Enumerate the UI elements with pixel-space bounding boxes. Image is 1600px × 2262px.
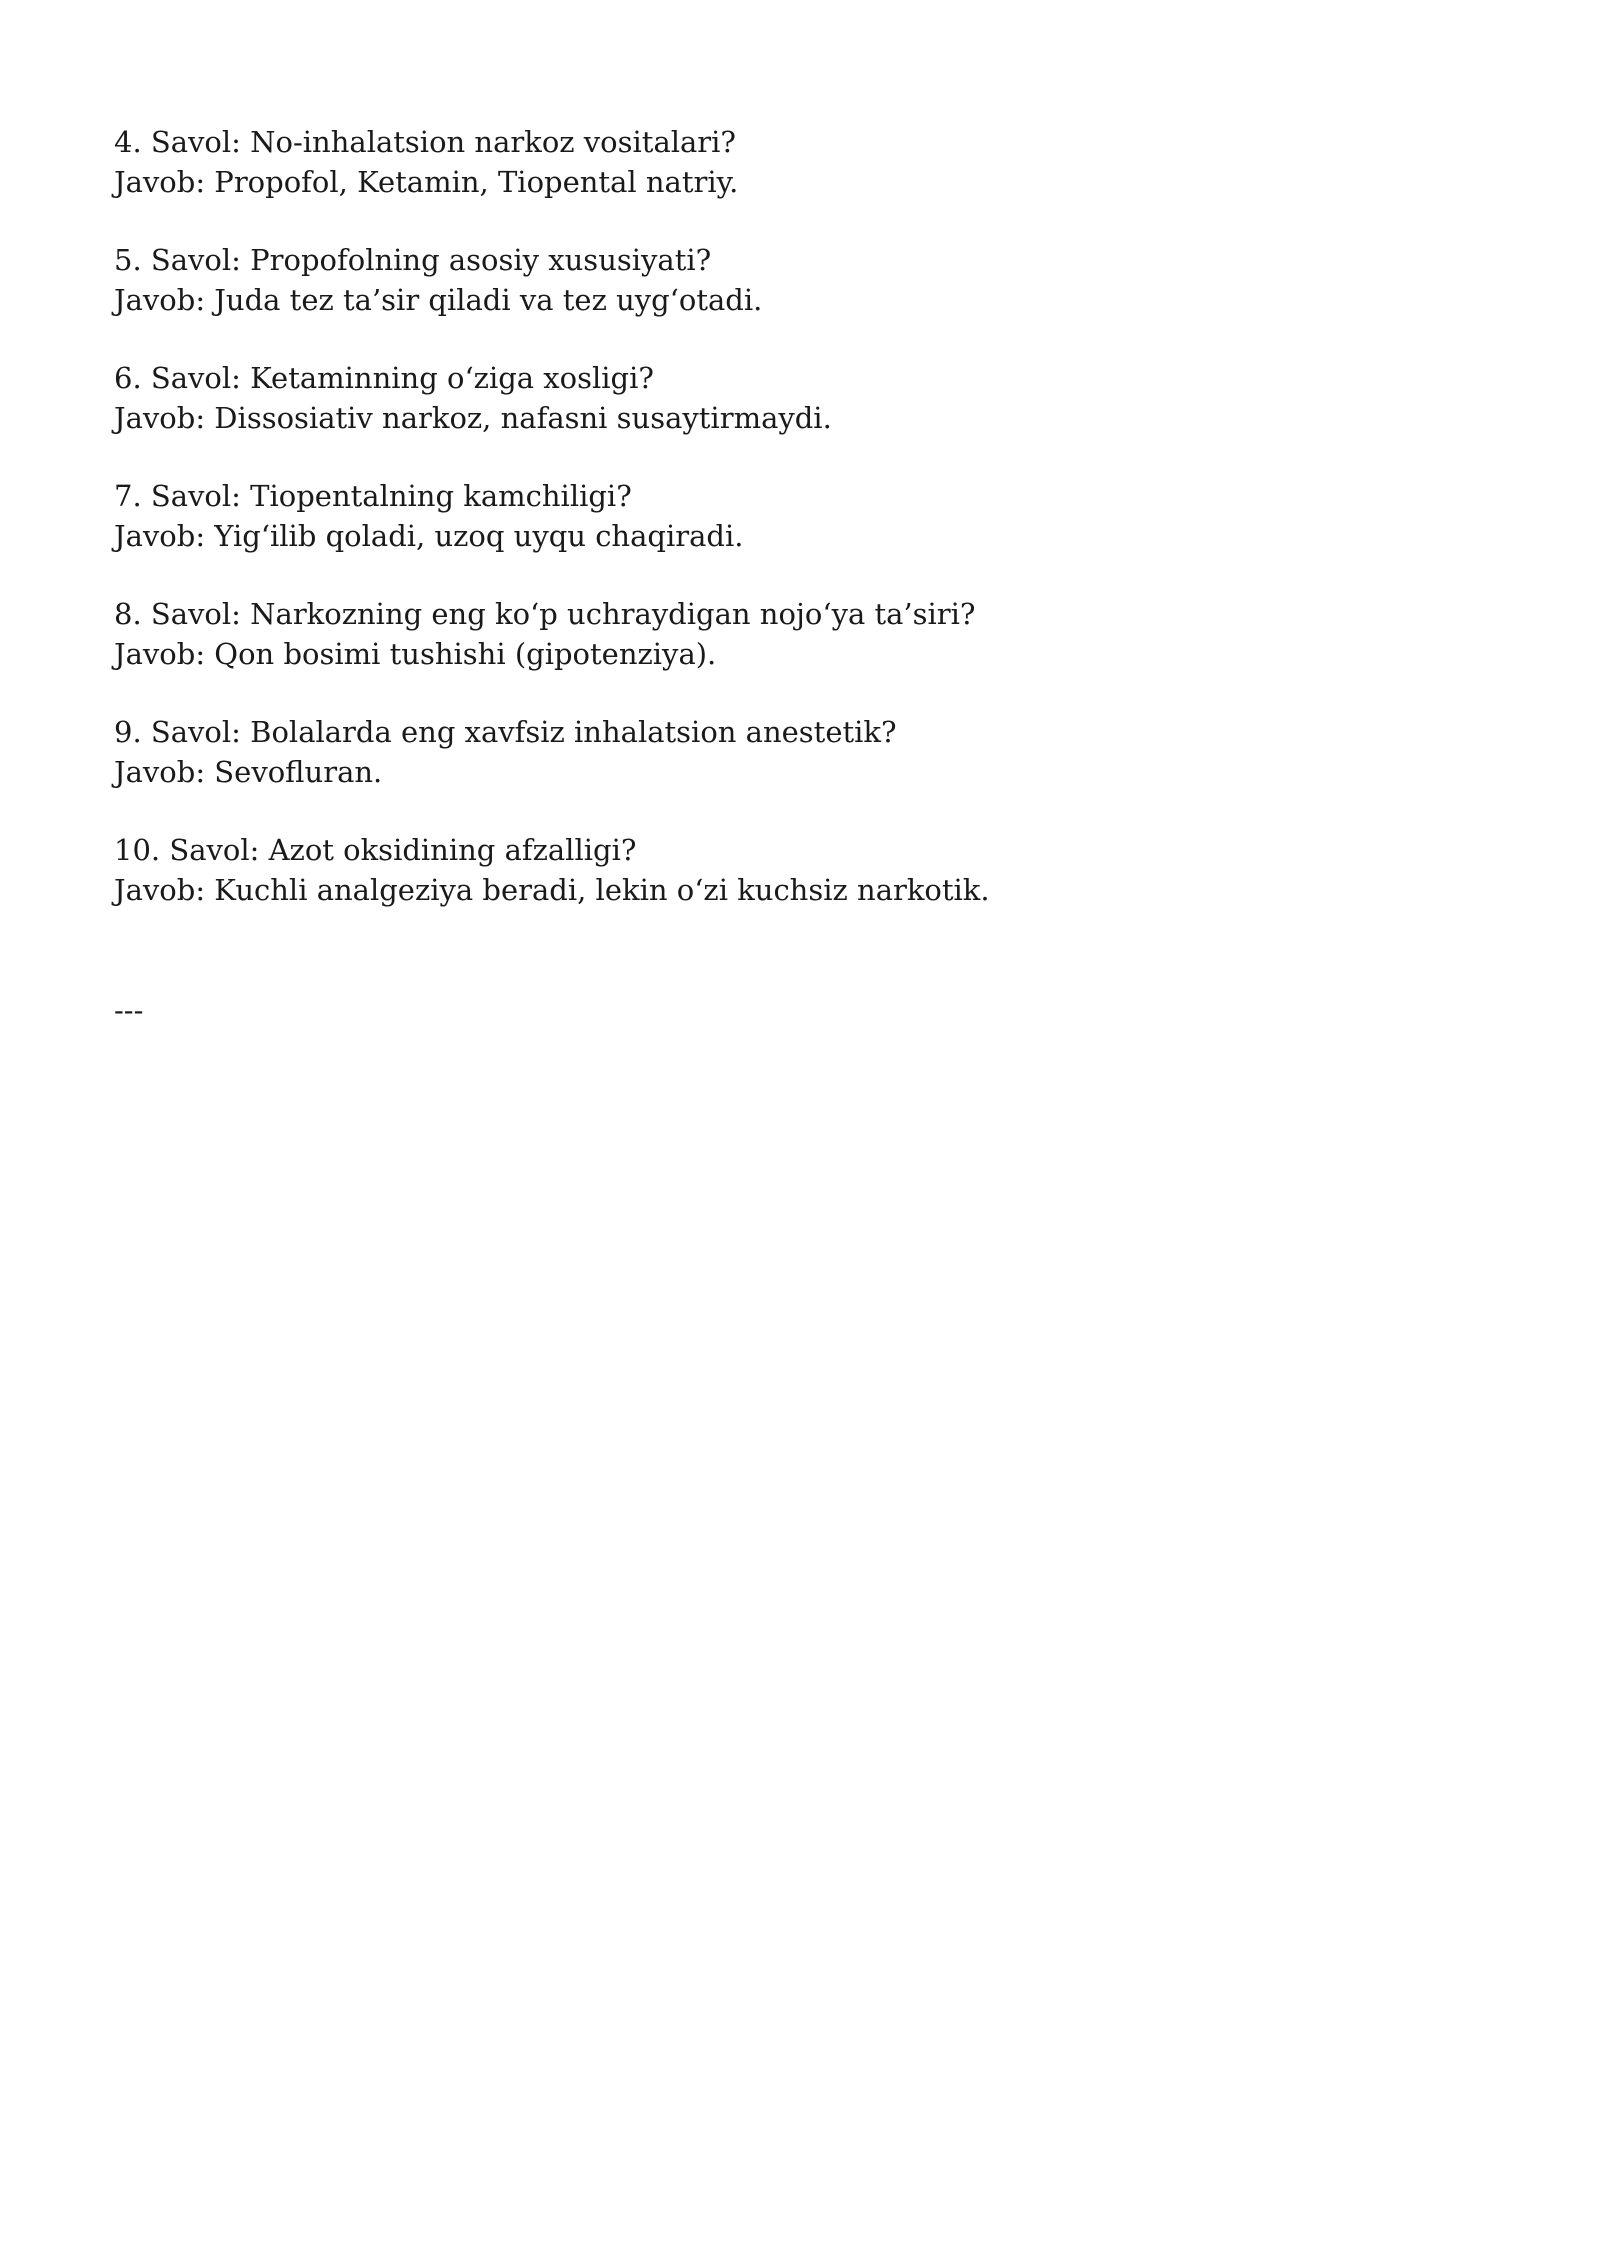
question-text: 6. Savol: Ketaminning oʻziga xosligi? [114, 361, 654, 395]
section-separator: --- [114, 993, 144, 1027]
answer-text: Javob: Qon bosimi tushishi (gipotenziya). [114, 637, 717, 671]
document-content [114, 122, 1414, 1030]
question-text: 7. Savol: Tiopentalning kamchiligi? [114, 479, 632, 513]
answer-text: Javob: Sevofluran. [114, 755, 383, 789]
question-text: 9. Savol: Bolalarda eng xavfsiz inhalatsion anestetik? [114, 715, 897, 749]
answer-text: Javob: Propofol, Ketamin, Tiopental natriy. [114, 165, 739, 199]
question-text: 4. Savol: No-inhalatsion narkoz vositalari? [114, 125, 736, 159]
qa-item-4 [114, 122, 1414, 202]
answer-text: Javob: Dissosiativ narkoz, nafasni susaytirmaydi. [114, 401, 832, 435]
question-text: 10. Savol: Azot oksidining afzalligi? [114, 833, 637, 867]
answer-text: Javob: Yigʻilib qoladi, uzoq uyqu chaqiradi. [114, 519, 744, 553]
answer-text: Javob: Juda tez ta’sir qiladi va tez uygʻotadi. [114, 283, 763, 317]
question-text: 8. Savol: Narkozning eng koʻp uchraydigan nojoʻya ta’siri? [114, 597, 976, 631]
qa-item-9 [114, 712, 1414, 792]
qa-item-6 [114, 358, 1414, 438]
question-text: 5. Savol: Propofolning asosiy xususiyati? [114, 243, 712, 277]
answer-text: Javob: Kuchli analgeziya beradi, lekin oʻzi kuchsiz narkotik. [114, 873, 990, 907]
qa-item-8 [114, 594, 1414, 674]
qa-item-7 [114, 476, 1414, 556]
qa-item-10 [114, 830, 1414, 910]
qa-item-5 [114, 240, 1414, 320]
